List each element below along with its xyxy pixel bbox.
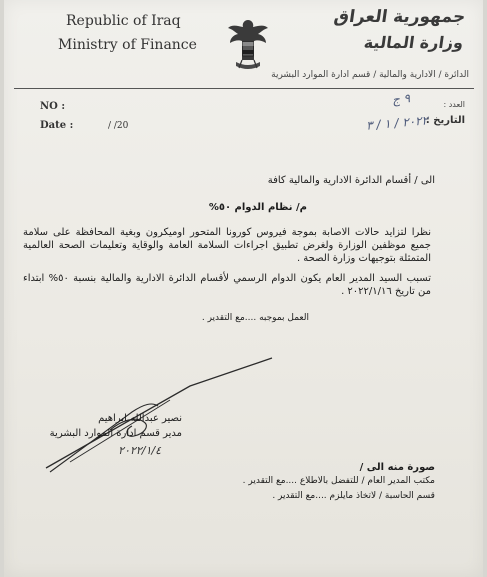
letterhead-ministry-en: Ministry of Finance bbox=[58, 37, 197, 53]
copy-recipient: قسم الحاسبة / لاتخاذ مايلزم ....مع التقدير . bbox=[272, 491, 435, 501]
ref-number-label: NO : bbox=[40, 101, 66, 112]
ref-date-label: Date : bbox=[40, 120, 74, 131]
signature-date: ٢٠٢٢/١/٤ bbox=[118, 444, 161, 457]
addressee: الى / أقسام الدائرة الادارية والمالية كافة bbox=[267, 175, 435, 186]
header-divider bbox=[14, 88, 474, 89]
subject-line: م/ نظام الدوام ٥٠% bbox=[208, 202, 307, 213]
letterhead-ministry-ar: وزارة المالية bbox=[362, 33, 465, 52]
handwritten-number: ٩ ج bbox=[391, 91, 411, 107]
handwritten-date: ٢٠٢٢ / ١ / ٣ bbox=[365, 113, 429, 133]
letterhead-country-en: Republic of Iraq bbox=[66, 13, 181, 29]
closing-instruction: العمل بموجبه ....مع التقدير . bbox=[201, 313, 309, 323]
ref-number-label-ar: العدد : bbox=[443, 100, 465, 109]
department-line: الدائرة / الادارية والمالية / قسم ادارة الموارد البشرية bbox=[271, 70, 469, 80]
signatory-name: نصير عبدالله ابراهيم bbox=[98, 413, 182, 424]
copies-header: صورة منه الى / bbox=[359, 462, 435, 473]
body-paragraph-1: نظرا لتزايد حالات الاصابة بموجة فيروس كورونا المتحور اوميكرون وبغية المحافظة على سلامة جميع موظفين الوزارة ولغرض تطبيق اجراءات السلامة العامة والوقاية وتعليمات الصحة العالمية المتمثلة بتوجيهات وزارة الصحة . bbox=[23, 227, 431, 264]
letterhead-country-ar: جمهورية العراق bbox=[332, 7, 467, 27]
ref-date-label-ar: التاريخ : bbox=[425, 115, 465, 126]
body-paragraph-2: تسبب السيد المدير العام يكون الدوام الرسمي لأقسام الدائرة الادارية والمالية بنسبة ٥٠% ابتداء من تاريخ ٢٠٢٢/١/١٦ . bbox=[23, 273, 431, 297]
ref-date-value: / /20 bbox=[108, 121, 129, 131]
signatory-title: مدير قسم ادارة الموارد البشرية bbox=[49, 428, 182, 439]
eagle-emblem-icon bbox=[226, 16, 270, 78]
copy-recipient: مكتب المدير العام / للتفضل بالاطلاع ....مع التقدير . bbox=[242, 476, 435, 486]
